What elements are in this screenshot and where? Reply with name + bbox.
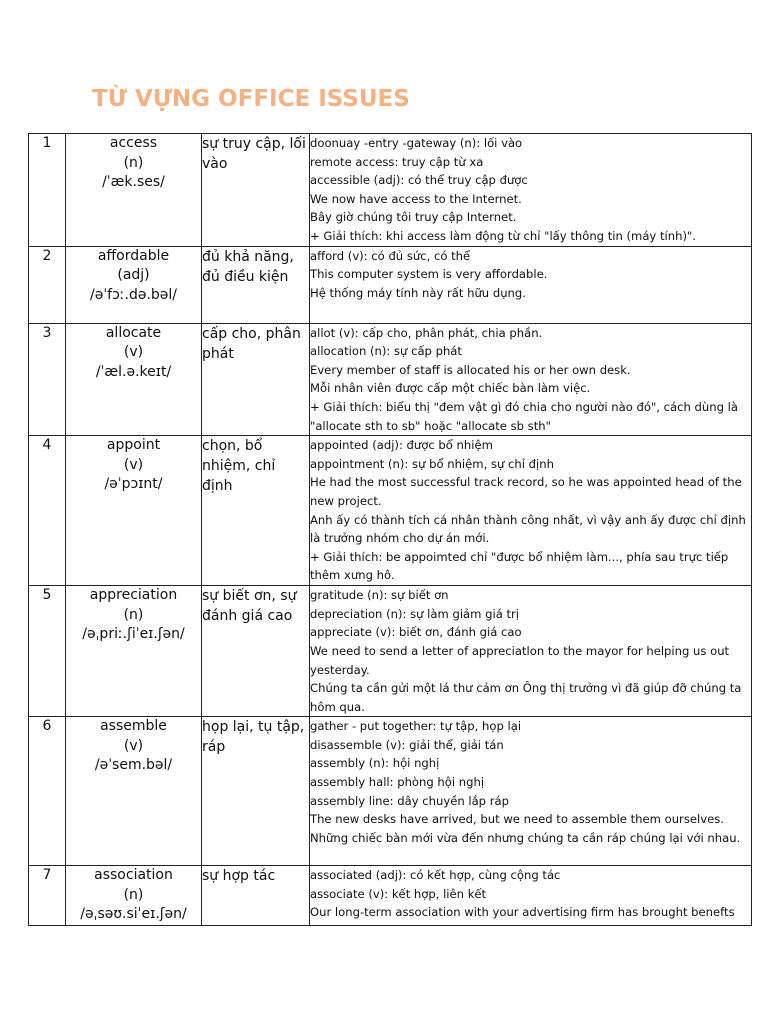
note-line: afford (v): có đủ sức, có thể [310,248,471,263]
table-row [29,586,752,717]
vocab-word: assemble [100,718,167,735]
note-line: assembly line: dây chuyền lắp ráp [310,793,509,808]
table-row [29,436,752,586]
entry-number: 5 [29,586,66,717]
table-row [29,134,752,247]
vocab-word: access [109,135,158,151]
word-cell [66,436,202,586]
note-line: allocation (n): sự cấp phát [310,344,462,359]
vocab-word: appreciation [89,587,178,604]
note-line: Chúng ta cần gửi một lá thư cảm ơn Ông thị trưởng vì đã giúp đỡ chúng ta hôm qua. [310,681,742,714]
meaning: đủ khả năng, đủ điều kiện [202,246,310,323]
note-line: depreciation (n): sự làm giảm giá trị [310,606,520,621]
pronunciation: /ˈæk.ses/ [102,174,165,190]
note-line: gratitude (n): sự biết ơn [310,588,449,603]
meaning: cấp cho, phân phát [202,323,310,436]
vocab-word: appoint [106,437,161,454]
pronunciation: /əˌsəʊ.siˈeɪ.ʃən/ [80,906,187,923]
note-line: We need to send a letter of appreciatlon to the mayor for helping us out yesterday. [310,643,730,677]
note-line: The new desks have arrived, but we need to assemble them ourselves. [310,812,724,827]
table-row [29,717,752,866]
note-line: accessible (adj): có thể truy cập được [310,173,528,188]
note-line: Bây giờ chúng tôi truy cập Internet. [310,210,517,225]
pronunciation: /əˈsem.bəl/ [94,757,173,774]
word-cell [66,323,202,436]
note-line: appointment (n): sự bổ nhiệm, sự chỉ định [310,456,554,471]
note-line: appreciate (v): biết ơn, đánh giá cao [310,625,522,640]
meaning: sự hợp tác [202,866,310,926]
vocab-word: association [94,867,173,884]
entry-number: 1 [29,134,66,247]
pronunciation: /ˈæl.ə.keɪt/ [95,363,172,380]
meaning: sự truy cập, lối vào [202,134,310,247]
note-line: remote access: truy cập từ xa [310,154,484,169]
note-line: gather - put together: tự tập, họp lại [310,719,522,734]
notes-cell [310,717,752,866]
note-line: disassemble (v): giải thể, giải tán [310,737,504,752]
table-row [29,246,752,323]
note-line: Hệ thống máy tính này rất hữu dụng. [310,285,526,300]
notes-cell [310,436,752,586]
note-line: associated (adj): có kết hợp, cùng cộng tác [310,868,561,883]
note-line: We now have access to the Internet. [310,191,522,206]
note-line: Anh ấy có thành tích cá nhân thành công nhất, vì vậy anh ấy được chỉ định là trưởng nhóm cho dự án mới. [310,512,746,546]
entry-number: 3 [29,323,66,436]
word-cell [66,717,202,866]
notes-cell [310,586,752,717]
part-of-speech: (adj) [117,267,150,284]
word-cell [66,866,202,926]
notes-cell [310,323,752,436]
part-of-speech: (v) [123,344,144,361]
pronunciation: /əˈpɔɪnt/ [104,476,163,493]
word-cell [66,246,202,323]
page-title: TỪ VỰNG OFFICE ISSUES [92,86,410,112]
note-line: + Giải thích: be appoimted chỉ "được bổ nhiệm làm..., phía sau trực tiếp thêm xưng hô. [310,549,729,583]
note-line: Our long-term association with your advertising firm has brought benefts [310,905,735,920]
entry-number: 6 [29,717,66,866]
notes-cell [310,866,752,926]
table-row [29,323,752,436]
note-line: He had the most successful track record, so he was appointed head of the new project. [310,475,742,508]
vocabulary-table [28,133,752,926]
note-line: assembly (n): hội nghị [310,756,440,771]
meaning: sự biết ơn, sự đánh giá cao [202,586,310,717]
vocab-word: affordable [97,247,170,264]
meaning: chọn, bổ nhiệm, chỉ định [202,436,310,586]
part-of-speech: (v) [123,737,144,754]
pronunciation: /əˌpriː.ʃiˈeɪ.ʃən/ [82,626,185,643]
note-line: allot (v): cấp cho, phân phát, chia phần. [310,325,543,340]
part-of-speech: (n) [123,886,144,903]
note-line: doonuay -entry -gateway (n): lối vào [310,136,523,150]
part-of-speech: (n) [123,606,144,623]
vocab-word: allocate [105,324,162,341]
note-line: appointed (adj): được bổ nhiệm [310,438,493,453]
note-line: + Giải thích: biểu thị "đem vật gì đó chia cho người nào đó", cách dùng là "allocate sth to sb" hoặc "allocate sb sth" [310,399,738,433]
note-line: associate (v): kết hợp, liên kết [310,886,487,901]
note-line: Every member of staff is allocated his or her own desk. [310,362,631,377]
entry-number: 2 [29,246,66,323]
word-cell [66,586,202,717]
entry-number: 7 [29,866,66,926]
part-of-speech: (v) [123,456,144,473]
table-row [29,866,752,926]
note-line: + Giải thích: khi access làm động từ chỉ "lấy thông tin (máy tính)". [310,228,696,243]
note-line: Mỗi nhân viên được cấp một chiếc bàn làm việc. [310,381,591,396]
meaning: họp lại, tụ tập, ráp [202,717,310,866]
note-line: This computer system is very affordable. [310,267,548,282]
part-of-speech: (n) [123,154,144,171]
notes-cell [310,134,752,247]
pronunciation: /əˈfɔː.də.bəl/ [89,286,178,303]
notes-cell [310,246,752,323]
word-cell [66,134,202,247]
entry-number: 4 [29,436,66,586]
note-line: Những chiếc bàn mới vừa đến nhưng chúng ta cần ráp chúng lại với nhau. [310,830,741,845]
note-line: assembly hall: phòng hội nghị [310,775,485,790]
